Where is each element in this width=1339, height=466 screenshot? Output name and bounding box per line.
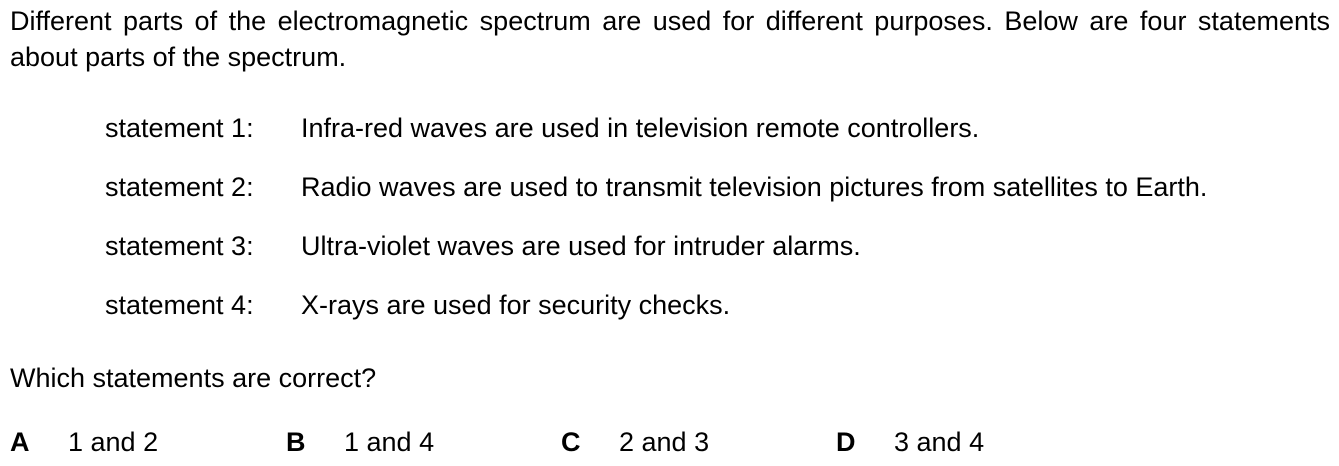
option-letter: B (286, 427, 306, 457)
statement-text: Ultra-violet waves are used for intruder alarms. (301, 231, 861, 261)
option-letter: A (10, 427, 30, 457)
option-letter: D (836, 427, 856, 457)
statement-text: Infra-red waves are used in television remote controllers. (301, 113, 980, 143)
option-text: 1 and 2 (68, 427, 159, 457)
intro-text: Different parts of the electromagnetic spectrum are used for different purposes. Below are four statements about parts of the spectrum. (10, 6, 1330, 72)
option-b[interactable] (286, 421, 435, 463)
statement-text: Radio waves are used to transmit television pictures from satellites to Earth. (301, 172, 1208, 202)
option-letter: C (561, 427, 581, 457)
statement-label: statement 4: (105, 290, 254, 320)
question-intro (10, 3, 1330, 75)
option-d[interactable] (836, 421, 985, 463)
statement-label: statement 1: (105, 113, 254, 143)
option-c[interactable] (561, 421, 710, 463)
option-text: 2 and 3 (619, 427, 710, 457)
option-text: 1 and 4 (344, 427, 435, 457)
statement-text: X-rays are used for security checks. (301, 290, 731, 320)
question-prompt: Which statements are correct? (10, 363, 377, 393)
answer-options (0, 421, 1339, 463)
statement-label: statement 2: (105, 172, 254, 202)
option-text: 3 and 4 (894, 427, 985, 457)
statement-label: statement 3: (105, 231, 254, 261)
option-a[interactable] (10, 421, 159, 463)
